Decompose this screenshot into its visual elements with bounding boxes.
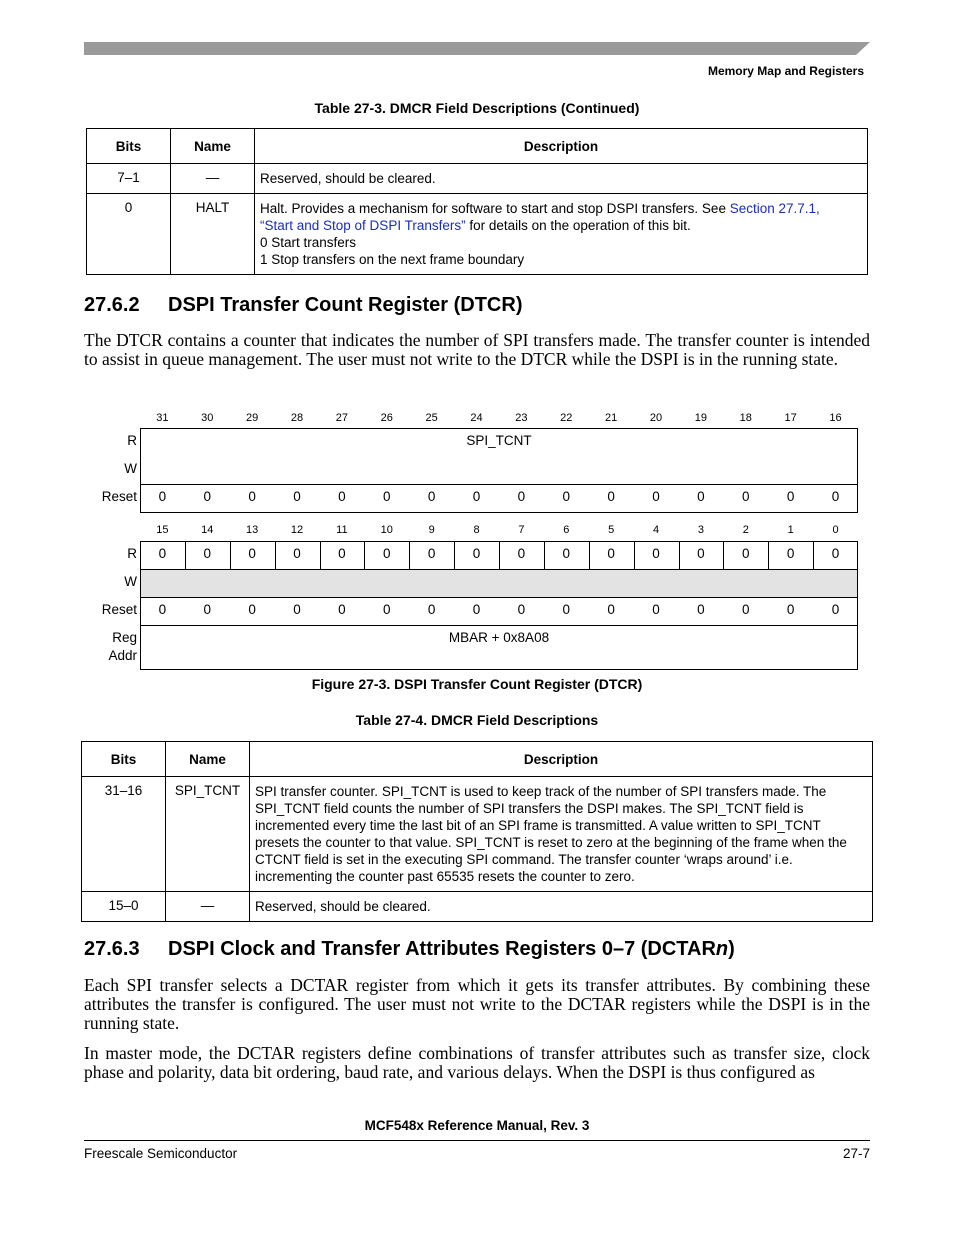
bit-number: 14 <box>201 524 214 536</box>
section-number: 27.6.3 <box>84 938 140 960</box>
bit-number: 31 <box>156 412 169 424</box>
manual-title: MCF548x Reference Manual, Rev. 3 <box>364 1118 590 1133</box>
description-line: presets the counter to that value. SPI_TCNT is reset to zero at the beginning of the frame when the <box>255 835 847 850</box>
divider <box>140 484 858 485</box>
bit-number: 2 <box>742 524 749 536</box>
bit-number: 25 <box>425 412 438 424</box>
figure-caption: Figure 27-3. DSPI Transfer Count Register (DTCR) <box>311 676 643 692</box>
reset-value: 0 <box>517 489 526 504</box>
bit-number: 5 <box>608 524 615 536</box>
addr-label: Addr <box>108 648 137 663</box>
reset-value: 0 <box>741 602 750 617</box>
bit-number: 4 <box>652 524 660 536</box>
reset-label: Reset <box>101 602 137 617</box>
field-name: SPI_TCNT <box>466 433 532 448</box>
option-value: 0 Start transfers <box>260 235 357 250</box>
description-line: SPI_TCNT field counts the number of SPI transfers the DSPI makes. The SPI_TCNT field is <box>255 801 804 816</box>
bit-number: 3 <box>697 524 704 536</box>
description-cell: Reserved, should be cleared. <box>250 892 873 922</box>
read-value: 0 <box>652 546 660 561</box>
read-value: 0 <box>203 546 211 561</box>
body-paragraph: The DTCR contains a counter that indicates the number of SPI transfers made. The transfer counter is intended to assist in queue management. The user must not write to the DTCR while the DSPI is in the running state. <box>84 330 870 369</box>
bit-number: 24 <box>470 412 483 424</box>
reset-label: Reset <box>101 489 137 504</box>
bit-number: 17 <box>784 412 797 424</box>
reset-value: 0 <box>652 602 660 617</box>
name-cell: SPI_TCNT <box>166 777 250 892</box>
section-title-link[interactable]: “Start and Stop of DSPI Transfers” <box>260 218 466 233</box>
description-cell: Reserved, should be cleared. <box>255 164 868 194</box>
reset-value: 0 <box>697 489 705 504</box>
description-line: CTCNT field is set in the executing SPI command. The transfer counter ‘wraps around’ i.e. <box>255 852 793 867</box>
bit-number: 8 <box>473 524 480 536</box>
table-row <box>87 194 868 275</box>
company-name: Freescale Semiconductor <box>84 1146 238 1161</box>
bit-number: 6 <box>563 524 570 536</box>
column-header: Bits <box>82 742 166 777</box>
reset-value: 0 <box>158 602 167 617</box>
bit-number: 27 <box>335 412 348 424</box>
section-title-end: ) <box>728 938 735 960</box>
name-cell: HALT <box>171 194 255 275</box>
bit-number: 15 <box>156 524 169 536</box>
bit-number: 16 <box>829 412 842 424</box>
reset-value: 0 <box>741 489 750 504</box>
column-header: Name <box>166 742 250 777</box>
divider <box>140 625 858 626</box>
bit-number: 20 <box>649 412 663 424</box>
reset-value: 0 <box>248 602 256 617</box>
reset-value: 0 <box>472 489 481 504</box>
read-value: 0 <box>158 546 167 561</box>
read-label: R <box>127 546 137 561</box>
section-number: 27.6.2 <box>84 294 140 316</box>
read-value: 0 <box>607 546 615 561</box>
reset-value: 0 <box>203 489 211 504</box>
footer-rule <box>84 1140 870 1141</box>
description-cell <box>255 194 868 275</box>
name-cell: — <box>171 164 255 194</box>
reset-value: 0 <box>472 602 481 617</box>
read-value: 0 <box>382 546 391 561</box>
bit-number: 0 <box>832 524 839 536</box>
reset-value: 0 <box>382 602 391 617</box>
bits-cell: 31–16 <box>82 777 166 892</box>
bit-number: 10 <box>380 524 393 536</box>
table-row <box>87 164 868 194</box>
write-label: W <box>124 461 137 476</box>
description-line: SPI transfer counter. SPI_TCNT is used to keep track of the number of SPI transfers made. The <box>255 784 827 799</box>
description-cell <box>250 777 873 892</box>
reset-value: 0 <box>607 489 615 504</box>
bit-number: 19 <box>694 412 707 424</box>
description-text: Halt. Provides a mechanism for software to start and stop DSPI transfers. See <box>260 201 730 216</box>
section-title-italic: n <box>715 938 729 960</box>
description-line: incremented every time the last bit of an SPI frame is transmitted. A value written to SPI_TCNT <box>255 818 821 833</box>
reset-value: 0 <box>293 602 301 617</box>
bit-number: 13 <box>246 524 259 536</box>
header-bar <box>84 42 870 55</box>
reset-value: 0 <box>427 602 436 617</box>
read-value: 0 <box>517 546 526 561</box>
read-value: 0 <box>293 546 301 561</box>
column-header: Description <box>255 129 868 164</box>
column-header: Name <box>171 129 255 164</box>
divider <box>140 569 858 570</box>
reset-value: 0 <box>786 602 795 617</box>
body-paragraph: Each SPI transfer selects a DCTAR register from which it gets its transfer attributes. By combining these attributes the transfer is configured. The user must not write to the DCTAR registers while the DSPI is in the running state. <box>84 975 870 1033</box>
bit-number: 12 <box>290 524 304 536</box>
reset-value: 0 <box>338 602 346 617</box>
bits-cell: 0 <box>87 194 171 275</box>
reset-value: 0 <box>831 602 840 617</box>
section-title: DSPI Clock and Transfer Attributes Registers 0–7 (DCTAR <box>168 938 716 960</box>
column-header: Bits <box>87 129 171 164</box>
reset-value: 0 <box>427 489 436 504</box>
reset-value: 0 <box>338 489 346 504</box>
dmcr-table <box>81 741 873 922</box>
bits-cell: 15–0 <box>82 892 166 922</box>
register-address: MBAR + 0x8A08 <box>448 630 550 645</box>
reset-value: 0 <box>203 602 211 617</box>
description-line: incrementing the counter past 65535 resets the counter to zero. <box>255 869 635 884</box>
table-caption: Table 27-3. DMCR Field Descriptions (Continued) <box>314 100 640 116</box>
bit-number: 18 <box>739 412 752 424</box>
section-heading <box>84 938 735 961</box>
body-paragraph: In master mode, the DCTAR registers define combinations of transfer attributes such as transfer size, clock phase and polarity, data bit ordering, baud rate, and various delays. When the DSPI is thus configured as <box>84 1043 870 1082</box>
table-row <box>82 777 873 892</box>
bit-number: 21 <box>605 412 618 424</box>
reset-value: 0 <box>158 489 167 504</box>
read-value: 0 <box>427 546 436 561</box>
page-number: 27-7 <box>842 1146 870 1161</box>
read-value: 0 <box>248 546 256 561</box>
read-value: 0 <box>562 546 570 561</box>
reset-value: 0 <box>652 489 660 504</box>
bit-number: 11 <box>336 524 348 536</box>
option-value: 1 Stop transfers on the next frame boundary <box>260 252 525 267</box>
reset-value: 0 <box>831 489 840 504</box>
bit-number: 29 <box>246 412 259 424</box>
section-title: DSPI Transfer Count Register (DTCR) <box>168 294 523 316</box>
reset-value: 0 <box>248 489 256 504</box>
bit-number: 1 <box>787 524 794 536</box>
section-link[interactable]: Section 27.7.1, <box>729 201 820 216</box>
reset-value: 0 <box>562 489 570 504</box>
reg-label: Reg <box>112 630 137 645</box>
read-value: 0 <box>786 546 795 561</box>
name-cell: — <box>166 892 250 922</box>
dmcr-table-continued <box>86 128 868 275</box>
reset-value: 0 <box>562 602 570 617</box>
reset-value: 0 <box>293 489 301 504</box>
bit-number: 7 <box>518 524 525 536</box>
description-text: for details on the operation of this bit. <box>465 218 691 233</box>
section-heading <box>84 294 522 317</box>
bit-number: 23 <box>515 412 528 424</box>
bit-number: 28 <box>290 412 304 424</box>
bit-number: 26 <box>380 412 393 424</box>
reset-value: 0 <box>786 489 795 504</box>
running-header: Memory Map and Registers <box>707 64 864 78</box>
reset-value: 0 <box>382 489 391 504</box>
read-value: 0 <box>472 546 481 561</box>
read-value: 0 <box>338 546 346 561</box>
read-label: R <box>127 433 137 448</box>
reset-value: 0 <box>607 602 615 617</box>
bit-number: 30 <box>201 412 214 424</box>
reset-value: 0 <box>517 602 526 617</box>
read-value: 0 <box>741 546 750 561</box>
table-caption: Table 27-4. DMCR Field Descriptions <box>355 712 599 728</box>
read-value: 0 <box>831 546 840 561</box>
bits-cell: 7–1 <box>87 164 171 194</box>
bit-number: 9 <box>428 524 435 536</box>
reset-value: 0 <box>697 602 705 617</box>
write-label: W <box>124 574 137 589</box>
table-row <box>82 892 873 922</box>
read-value: 0 <box>697 546 705 561</box>
divider <box>140 597 858 598</box>
column-header: Description <box>250 742 873 777</box>
bit-number: 22 <box>560 412 573 424</box>
